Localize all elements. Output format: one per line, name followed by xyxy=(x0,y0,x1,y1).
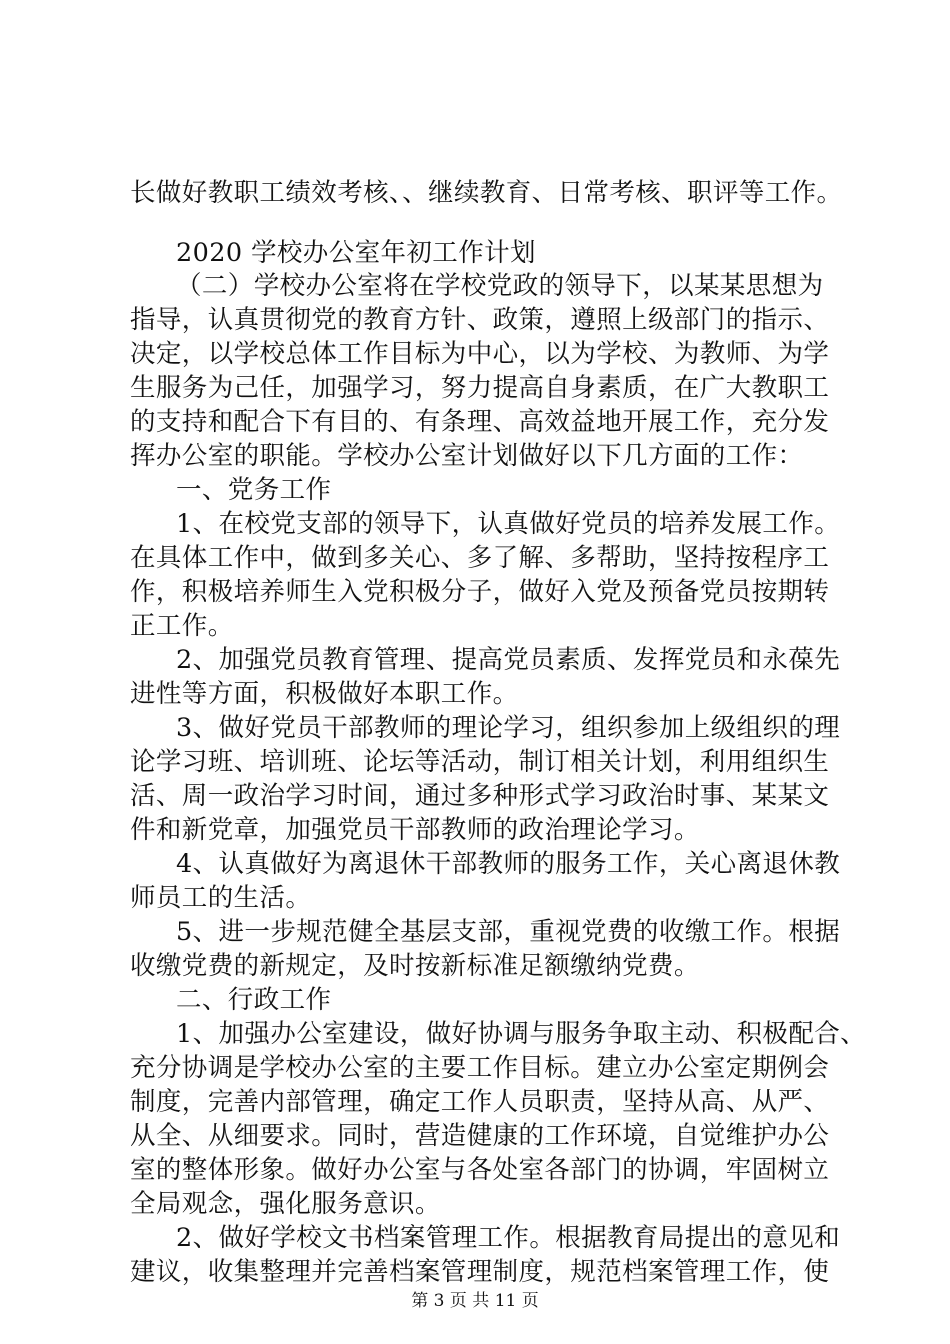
text-line: 2、加强党员教育管理、提高党员素质、发挥党员和永葆先 xyxy=(176,645,841,675)
text-line: 1、在校党支部的领导下，认真做好党员的培养发展工作。 xyxy=(176,509,841,539)
text-line: 建议，收集整理并完善档案管理制度，规范档案管理工作，使 xyxy=(130,1257,830,1287)
section-heading: 一、党务工作 xyxy=(176,475,332,505)
text-line: 长做好教职工绩效考核、、继续教育、日常考核、职评等工作。 xyxy=(130,178,843,208)
text-line: 充分协调是学校办公室的主要工作目标。建立办公室定期例会 xyxy=(130,1053,830,1083)
text-line: 4、认真做好为离退休干部教师的服务工作，关心离退休教 xyxy=(176,849,841,879)
text-line: 生服务为己任，加强学习，努力提高自身素质，在广大教职工 xyxy=(130,373,830,403)
text-line: 1、加强办公室建设，做好协调与服务争取主动、积极配合、 xyxy=(176,1019,867,1049)
text-line: 正工作。 xyxy=(130,611,234,641)
text-line: 活、周一政治学习时间，通过多种形式学习政治时事、某某文 xyxy=(130,781,830,811)
text-line: 3、做好党员干部教师的理论学习，组织参加上级组织的理 xyxy=(176,713,841,743)
text-line: 件和新党章，加强党员干部教师的政治理论学习。 xyxy=(130,815,700,845)
text-line: 室的整体形象。做好办公室与各处室各部门的协调，牢固树立 xyxy=(130,1155,830,1185)
text-line: 在具体工作中，做到多关心、多了解、多帮助，坚持按程序工 xyxy=(130,543,830,573)
text-line: 5、进一步规范健全基层支部，重视党费的收缴工作。根据 xyxy=(176,917,841,947)
text-line: 制度，完善内部管理，确定工作人员职责，坚持从高、从严、 xyxy=(130,1087,830,1117)
text-line: 决定，以学校总体工作目标为中心，以为学校、为教师、为学 xyxy=(130,339,830,369)
section-title: 2020 学校办公室年初工作计划 xyxy=(176,238,536,268)
text-line: 作，积极培养师生入党积极分子，做好入党及预备党员按期转 xyxy=(130,577,830,607)
text-line: 收缴党费的新规定，及时按新标准足额缴纳党费。 xyxy=(130,951,700,981)
text-line: 的支持和配合下有目的、有条理、高效益地开展工作，充分发 xyxy=(130,407,830,437)
text-line: 指导，认真贯彻党的教育方针、政策，遵照上级部门的指示、 xyxy=(130,305,830,335)
text-line: 2、做好学校文书档案管理工作。根据教育局提出的意见和 xyxy=(176,1223,841,1253)
text-line: 挥办公室的职能。学校办公室计划做好以下几方面的工作： xyxy=(130,441,804,471)
text-line: 进性等方面，积极做好本职工作。 xyxy=(130,679,519,709)
text-line: 论学习班、培训班、论坛等活动，制订相关计划，利用组织生 xyxy=(130,747,830,777)
text-line: 从全、从细要求。同时，营造健康的工作环境，自觉维护办公 xyxy=(130,1121,830,1151)
text-line: 师员工的生活。 xyxy=(130,883,312,913)
section-heading: 二、行政工作 xyxy=(176,985,332,1015)
page-number-footer: 第 3 页 共 11 页 xyxy=(411,1291,539,1311)
text-line: 全局观念，强化服务意识。 xyxy=(130,1189,441,1219)
text-line: （二）学校办公室将在学校党政的领导下，以某某思想为 xyxy=(176,271,824,301)
